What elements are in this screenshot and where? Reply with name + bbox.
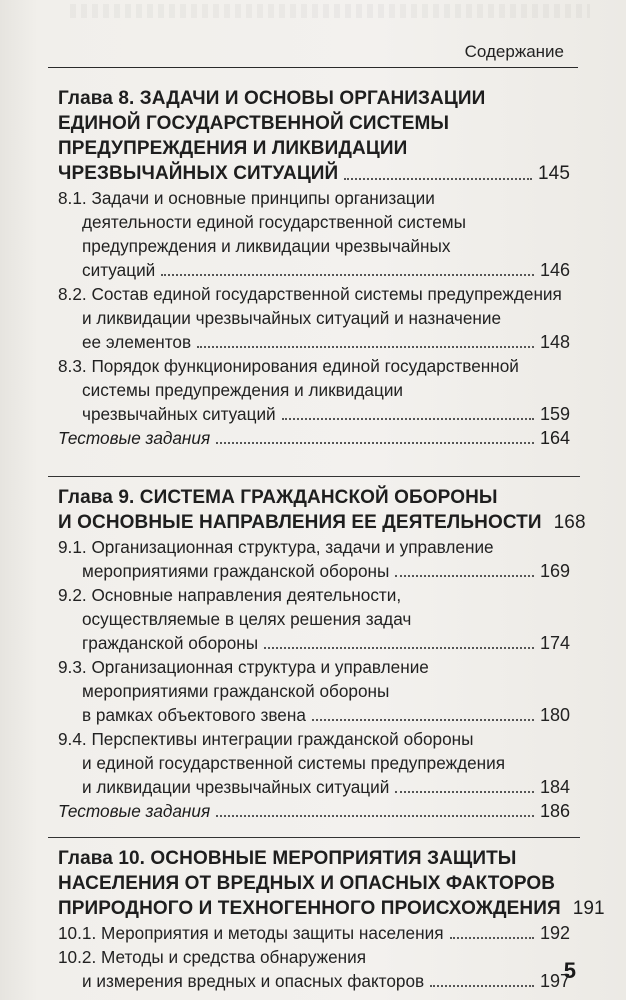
chapter-title-last-line: ЧРЕЗВЫЧАЙНЫХ СИТУАЦИЙ 145 — [58, 163, 570, 184]
running-header: Содержание — [464, 42, 564, 61]
test-page: 164 — [539, 428, 570, 448]
section-page: 197 — [539, 971, 570, 991]
section-9-4: 9.4. Перспективы интеграции гражданской обороны и единой государственной системы предупреждения и ликвидации чрезвычайных ситуаций 184 — [58, 729, 570, 797]
chapter-title-last-line: ПРИРОДНОГО И ТЕХНОГЕННОГО ПРОИСХОЖДЕНИЯ 191 — [58, 898, 605, 919]
chapter-title-line: НАСЕЛЕНИЯ ОТ ВРЕДНЫХ И ОПАСНЫХ ФАКТОРОВ — [58, 873, 556, 894]
test-tasks-9: Тестовые задания 186 — [58, 801, 570, 821]
section-8-3: 8.3. Порядок функционирования единой государственной системы предупреждения и ликвидации чрезвычайных ситуаций 159 — [58, 356, 570, 424]
leader-dots — [395, 575, 534, 577]
section-9-2: 9.2. Основные направления деятельности, осуществляемые в целях решения задач гражданской обороны 174 — [58, 585, 570, 653]
leader-dots — [282, 418, 534, 420]
section-page: 184 — [539, 777, 570, 797]
leader-dots — [430, 985, 534, 987]
section-page: 180 — [539, 705, 570, 725]
leader-dots — [216, 442, 534, 444]
chapter-title-line: Глава 10. ОСНОВНЫЕ МЕРОПРИЯТИЯ ЗАЩИТЫ — [58, 848, 517, 869]
test-page: 186 — [539, 801, 570, 821]
bleed-through-text — [70, 4, 590, 18]
leader-dots — [264, 647, 534, 649]
chapter-10 — [58, 846, 605, 993]
leader-dots — [161, 274, 534, 276]
section-10-1: 10.1. Мероприятия и методы защиты населения 192 — [58, 923, 570, 943]
leader-dots — [395, 791, 534, 793]
section-8-1: 8.1. Задачи и основные принципы организации деятельности единой государственной системы предупреждения и ликвидации чрезвычайных ситуаций 146 — [58, 188, 570, 280]
leader-dots — [312, 719, 534, 721]
chapter-9 — [58, 485, 586, 823]
section-page: 148 — [539, 332, 570, 352]
leader-dots — [344, 178, 532, 180]
leader-dots — [197, 346, 534, 348]
page-number: 5 — [563, 958, 576, 983]
section-9-1: 9.1. Организационная структура, задачи и управление мероприятиями гражданской обороны 169 — [58, 537, 570, 581]
chapter-title-last-line: И ОСНОВНЫЕ НАПРАВЛЕНИЯ ЕЕ ДЕЯТЕЛЬНОСТИ 168 — [58, 512, 586, 533]
chapter-page: 145 — [537, 163, 570, 184]
chapter-title-line: Глава 9. СИСТЕМА ГРАЖДАНСКОЙ ОБОРОНЫ — [58, 487, 498, 508]
chapter-title-line: Глава 8. ЗАДАЧИ И ОСНОВЫ ОРГАНИЗАЦИИ — [58, 88, 486, 109]
section-page: 159 — [539, 404, 570, 424]
table-of-contents — [58, 86, 605, 993]
chapter-page: 168 — [553, 512, 586, 533]
section-page: 192 — [539, 923, 570, 943]
leader-dots — [216, 815, 534, 817]
header-rule — [48, 67, 578, 68]
leader-dots — [450, 937, 534, 939]
section-page: 169 — [539, 561, 570, 581]
chapter-page: 191 — [572, 898, 605, 919]
section-page: 174 — [539, 633, 570, 653]
section-8-2: 8.2. Состав единой государственной системы предупреждения и ликвидации чрезвычайных ситуаций и назначение ее элементов 148 — [58, 284, 570, 352]
chapter-title-line: ПРЕДУПРЕЖДЕНИЯ И ЛИКВИДАЦИИ — [58, 138, 408, 159]
section-10-2: 10.2. Методы и средства обнаружения и измерения вредных и опасных факторов 197 — [58, 947, 570, 991]
chapter-title-line: ЕДИНОЙ ГОСУДАРСТВЕННОЙ СИСТЕМЫ — [58, 113, 450, 134]
section-9-3: 9.3. Организационная структура и управление мероприятиями гражданской обороны в рамках объектового звена 180 — [58, 657, 570, 725]
chapter-8 — [58, 86, 570, 450]
section-page: 146 — [539, 260, 570, 280]
test-tasks-8: Тестовые задания 164 — [58, 428, 570, 448]
